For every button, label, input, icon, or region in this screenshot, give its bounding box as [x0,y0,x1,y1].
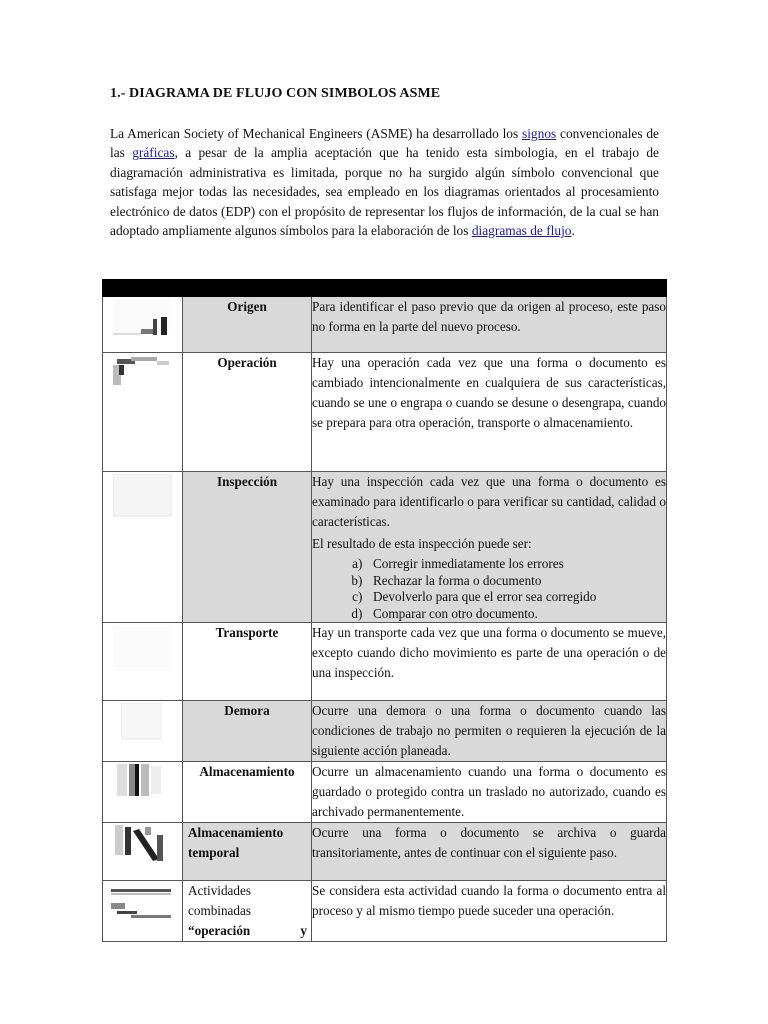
row-desc-almacenamiento-temporal: Ocurre una forma o documento se archiva o guarda transitoriamente, antes de continuar con el siguiente paso. [312,823,667,881]
list-item: a. Corregir inmediatamente los errores [369,556,666,573]
row-name-inspeccion: Inspección [183,472,312,623]
row-desc-inspeccion [312,472,667,623]
origin-symbol-icon [113,299,173,351]
row-name-actividades-combinadas [183,881,312,942]
row-name-almacenamiento-temporal [183,823,312,881]
list-item: c. Devolverlo para que el error sea corregido [369,589,666,606]
temporary-storage-symbol-icon [103,823,183,881]
row-desc-origen: Para identificar el paso previo que da origen al proceso, este paso no forma en la parte del nuevo proceso. [312,297,667,353]
list-item: d. Comparar con otro documento. [369,606,666,623]
table-header-bar [103,280,667,297]
name-line: combinadas [188,903,251,918]
table-row [103,353,667,472]
inspection-desc: Hay una inspección cada vez que una forma o documento es examinado para identificarlo o para verificar su cantidad, calidad o características. [312,474,667,529]
inspection-results-list [312,556,666,622]
storage-symbol-icon [103,762,183,823]
operation-symbol-icon [103,353,183,472]
name-line [188,921,307,941]
name-line: Actividades [188,883,251,898]
origin-symbol-icon [103,297,183,353]
transport-symbol-icon [103,623,183,701]
intro-text: convencionales de las [110,126,659,161]
table-row [103,881,667,942]
inspection-results-intro: El resultado de esta inspección puede ser: [312,536,532,551]
temporary-storage-symbol-icon [115,825,173,865]
intro-paragraph [110,124,659,240]
name-line: Almacenamiento [188,825,284,840]
storage-symbol-icon [117,764,167,800]
combined-activities-symbol-icon [103,881,183,942]
intro-text: La American Society of Mechanical Engineers (ASME) ha desarrollado los [110,126,522,141]
row-desc-transporte: Hay un transporte cada vez que una forma o documento se mueve, excepto cuando dicho movimiento es parte de una operación o de una inspección. [312,623,667,701]
row-desc-actividades-combinadas: Se considera esta actividad cuando la forma o documento entra al proceso y al mismo tiempo puede suceder una operación. [312,881,667,942]
link-signos[interactable]: signos [522,126,557,141]
table-row [103,701,667,762]
row-name-transporte: Transporte [183,623,312,701]
intro-text: , a pesar de la amplia aceptación que ha tenido esta simbologia, en el trabajo de diagramación administrativa es limitada, porque no ha surgido algún símbolo convencional que satisfaga mejor todas las necesidades, sea empleado en los diagramas orientados al procesamiento electrónico de datos (EDP) con el propósito de representar los flujos de información, de la cual se han adoptado ampliamente algunos símbolos para la elaboración de los [110,145,659,239]
table-row [103,762,667,823]
combined-activities-symbol-icon [111,885,175,925]
name-word: “operación [188,923,251,938]
row-desc-almacenamiento: Ocurre un almacenamiento cuando una forma o documento es guardado o protegido contra un traslado no autorizado, cuando es archivado permanentemente. [312,762,667,823]
table-row [103,623,667,701]
delay-symbol-icon [121,703,163,741]
link-diagramas-de-flujo[interactable]: diagramas de flujo [471,223,572,239]
row-name-demora: Demora [183,701,312,762]
inspection-symbol-icon [113,474,173,518]
list-item: b. Rechazar la forma o documento [369,573,666,590]
table-row [103,823,667,881]
link-graficas[interactable]: gráficas [132,145,175,161]
name-line: temporal [188,845,240,860]
table-row [103,297,667,353]
delay-symbol-icon [103,701,183,762]
row-name-almacenamiento: Almacenamiento [183,762,312,823]
operation-symbol-icon [113,355,173,395]
section-heading: 1.- DIAGRAMA DE FLUJO CON SIMBOLOS ASME [110,86,441,101]
inspection-symbol-icon [103,472,183,623]
row-desc-operacion: Hay una operación cada vez que una forma o documento es cambiado intencionalmente en cualquiera de sus características, cuando se une o engrapa o cuando se desune o desengrapa, cuando se prepara para otra operación, transporte o almacenamiento. [312,353,667,472]
name-word: y [300,923,307,938]
row-desc-demora: Ocurre una demora o una forma o documento cuando las condiciones de trabajo no permiten o requieren la ejecución de la siguiente acción planeada. [312,701,667,762]
table-row [103,472,667,623]
row-name-operacion: Operación [183,353,312,472]
row-name-origen: Origen [183,297,312,353]
asme-symbols-table [102,279,667,942]
transport-symbol-icon [113,627,173,673]
intro-text: . [571,223,575,239]
